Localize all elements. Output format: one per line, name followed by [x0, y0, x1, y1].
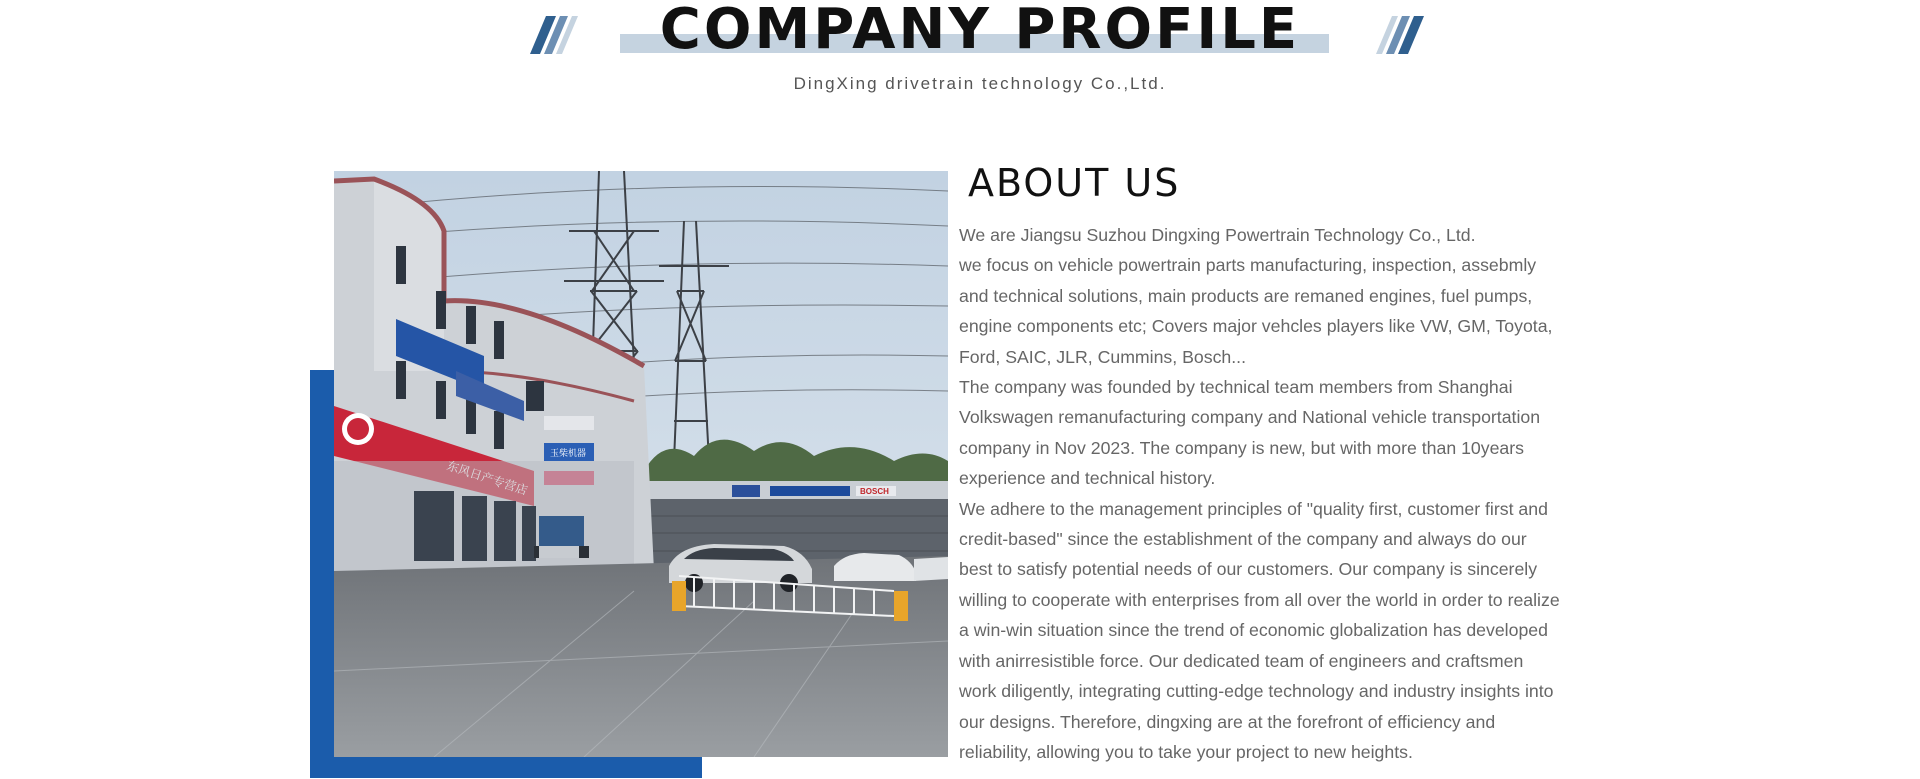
about-line: The company was founded by technical team members from Shanghai [959, 377, 1513, 398]
about-line: company in Nov 2023. The company is new, but with more than 10years [959, 437, 1524, 458]
about-line: engine components etc; Covers major vehcles players like VW, GM, Toyota, [959, 316, 1553, 337]
stripes-right-decoration [1376, 16, 1436, 54]
page-title: COMPANY PROFILE [659, 0, 1301, 62]
about-line: we focus on vehicle powertrain parts manufacturing, inspection, assebmly [959, 255, 1537, 276]
about-line: work diligently, integrating cutting-edge technology and industry insights into [959, 681, 1554, 702]
about-line: credit-based" since the establishment of the company and always do our [959, 529, 1527, 550]
about-line: Volkswagen remanufacturing company and National vehicle transportation [959, 407, 1541, 428]
about-line: experience and technical history. [959, 468, 1216, 489]
about-line: our designs. Therefore, dingxing are at the forefront of efficiency and [959, 711, 1496, 732]
about-line: We adhere to the management principles of "quality first, customer first and [959, 498, 1548, 519]
page-subtitle: DingXing drivetrain technology Co.,Ltd. [793, 74, 1167, 93]
about-line: with anirresistible force. Our dedicated team of engineers and craftsmen [959, 650, 1524, 671]
about-us-body [959, 220, 1589, 767]
blue-sign-text: 玉柴机器 [550, 449, 587, 459]
about-us-heading: ABOUT US [968, 161, 1181, 205]
company-building-photo [334, 171, 948, 757]
about-line: best to satisfy potential needs of our customers. Our company is sincerely [959, 559, 1538, 580]
about-line: willing to cooperate with enterprises from all over the world in order to realize [959, 589, 1560, 610]
about-line: reliability, allowing you to take your project to new heights. [959, 741, 1413, 762]
about-line: Ford, SAIC, JLR, Cummins, Bosch... [959, 346, 1247, 367]
bosch-sign: BOSCH [860, 487, 889, 496]
about-line: and technical solutions, main products are remaned engines, fuel pumps, [959, 285, 1533, 306]
about-line: We are Jiangsu Suzhou Dingxing Powertrain Technology Co., Ltd. [959, 225, 1476, 245]
about-line: a win-win situation since the trend of economic globalization has developed [959, 620, 1548, 641]
